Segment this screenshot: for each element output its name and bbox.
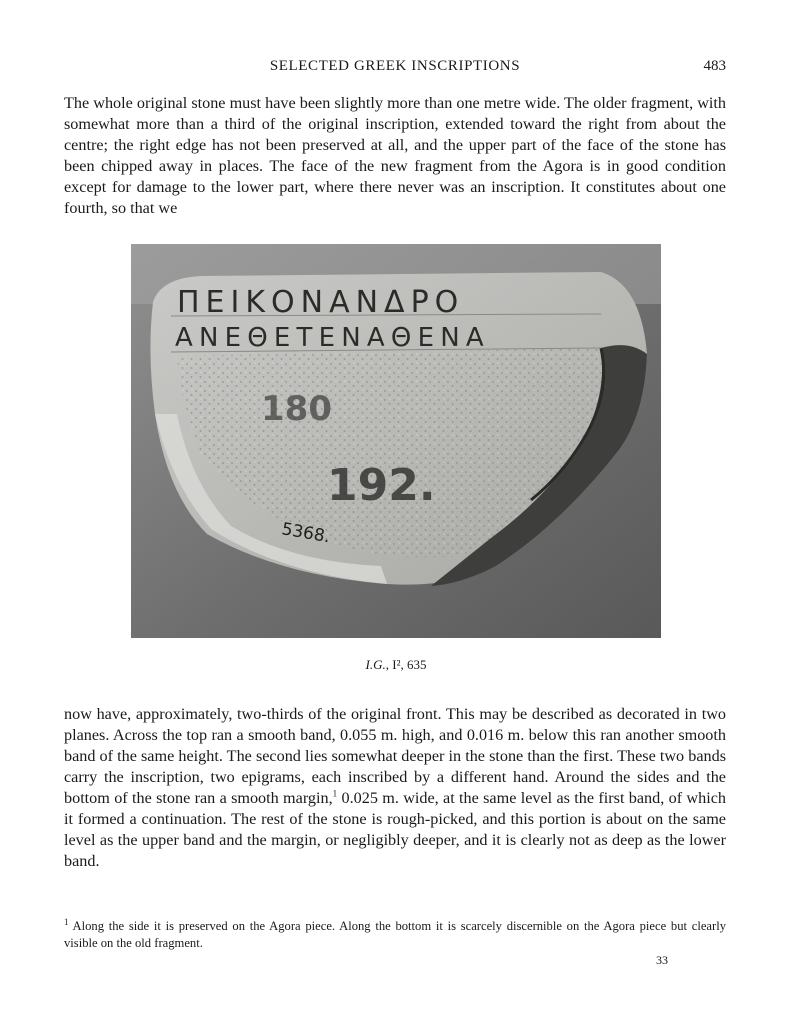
paragraph-2-text-b: 0.025 m. wide, at the same level as the first band, of which it formed a continuation. The rest of the stone is rough-picked, and this portion is about on the same level as the upper band and the margin, or negligibly deeper, and it is clearly not as deep as the lower band. [64,789,726,870]
stone-photograph [131,244,661,638]
caption-reference: I², 635 [388,657,427,672]
footnote-marker: 1 [64,916,69,927]
caption-source: I.G., [365,657,389,672]
body-paragraph-1: The whole original stone must have been slightly more than one metre wide. The older fragment, with somewhat more than a third of the original inscription, extended toward the right from about the centre; the right edge has not been preserved at all, and the upper part of the face of the stone has been chipped away in places. The face of the new fragment from the Agora is in good condition except for damage to the lower part, where there never was an inscription. It constitutes about one fourth, so that we [64,94,726,217]
paragraph-2-text-a: now have, approximately, two-thirds of the original front. This may be described as decorated in two planes. Across the top ran a smooth band, 0.055 m. high, and 0.016 m. below this ran another smooth band of the same height. The second lies somewhat deeper in the stone than the first. These two bands carry the inscription, two epigrams, each inscribed by a different hand. Around the sides and the bottom of the stone ran a smooth margin, [64,705,726,807]
footnote [64,918,726,952]
pencil-mark-1: 180 [261,389,332,429]
running-title: SELECTED GREEK INSCRIPTIONS [269,58,521,74]
inventory-mark: 5368. [280,519,332,548]
running-head [64,58,726,78]
inscription-line-1: ΠΕΙΚΟΝΑΝΔΡΟ [177,285,465,320]
figure-caption [0,657,792,673]
page-number: 483 [703,58,726,74]
inscription-line-2: ΑΝΕΘΕΤΕΝΑΘΕΝΑ [175,323,490,353]
pencil-mark-2: 192. [327,460,436,511]
body-paragraph-2 [64,704,726,872]
printer-signature-mark: 33 [656,953,668,967]
stone-photo-svg [131,244,661,638]
footnote-reference: 1 [332,788,338,799]
footnote-text: Along the side it is preserved on the Agora piece. Along the bottom it is scarcely discernible on the Agora piece but clearly visible on the old fragment. [64,919,726,950]
